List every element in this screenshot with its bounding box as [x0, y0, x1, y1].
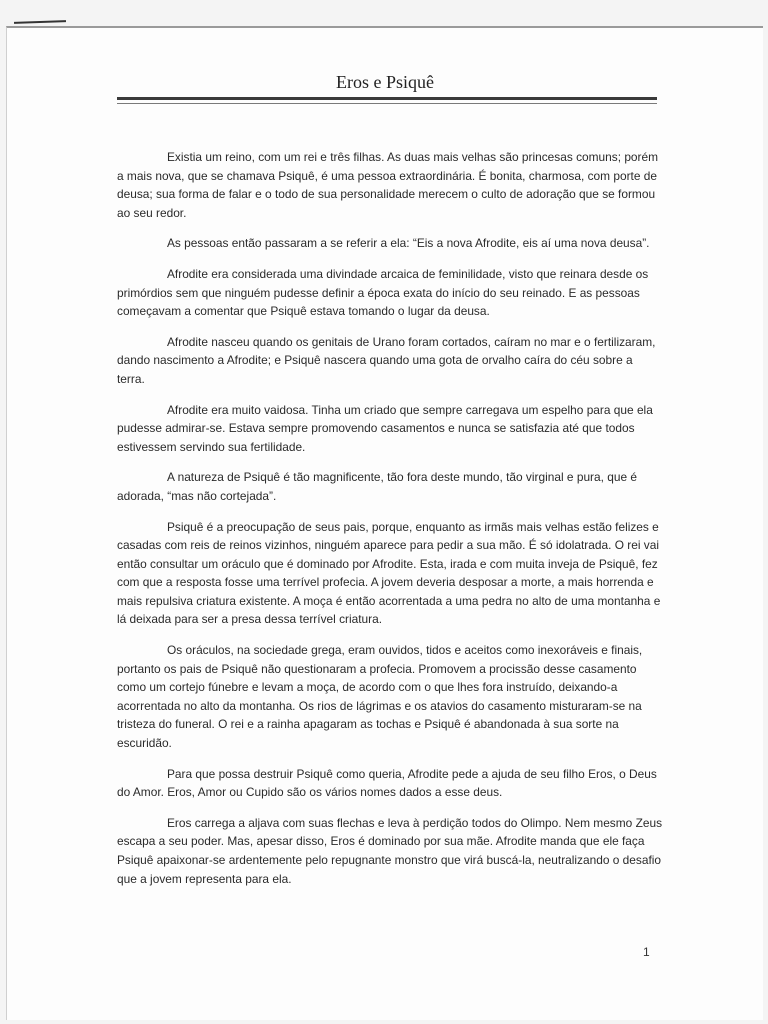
paragraph-1: Existia um reino, com um rei e três filhas. As duas mais velhas são princesas comuns; porém a mais nova, que se chamava Psiquê, é uma pessoa extraordinária. É bonita, charmosa, com porte de deusa; sua forma de falar e o todo de sua personalidade merecem o culto de adoração que se formou ao seu redor. — [117, 150, 659, 220]
paragraph-4: Afrodite nasceu quando os genitais de Urano foram cortados, caíram no mar e o fertilizaram, dando nascimento a Afrodite; e Psiquê nascera quando uma gota de orvalho caíra do céu sobre a terra. — [117, 334, 656, 386]
document-title: Eros e Psiquê — [336, 72, 434, 92]
pen-mark — [14, 20, 66, 24]
document-page — [6, 26, 763, 1020]
document-body — [117, 148, 662, 900]
paragraph-6: A natureza de Psiquê é tão magnificente, tão fora deste mundo, tão virginal e pura, que é adorada, “mas não cortejada”. — [117, 470, 637, 503]
paragraph-9: Para que possa destruir Psiquê como queria, Afrodite pede a ajuda de seu filho Eros, o Deus do Amor. Eros, Amor ou Cupido são os vários nomes dados a esse deus. — [117, 766, 657, 800]
paragraph-7: Psiquê é a preocupação de seus pais, porque, enquanto as irmãs mais velhas estão felizes e casadas com reis de reinos vizinhos, ninguém aparece para pedir a sua mão. É só idolatrada. O rei vai então consultar um oráculo que é dominado por Afrodite. Esta, irada e com muita inveja de Psiquê, fez com que a resposta fosse uma terrível profecia. A jovem deveria desposar a morte, a mais horrenda e mais repulsiva criatura existente. A moça é então acorrentada a uma pedra no alto de uma montanha e lá deixada para ser a presa dessa terrível criatura. — [117, 519, 661, 627]
page-number: 1 — [643, 945, 650, 959]
title-underline-thin — [117, 103, 657, 104]
paragraph-10: Eros carrega a aljava com suas flechas e leva à perdição todos do Olimpo. Nem mesmo Zeus escapa a seu poder. Mas, apesar disso, Eros é dominado por sua mãe. Afrodite manda que ele faça Psiquê apaixonar-se ardentemente pelo repugnante monstro que virá buscá-la, neutralizando o desafio que a jovem representa para ela. — [117, 815, 663, 886]
paragraph-3: Afrodite era considerada uma divindade arcaica de feminilidade, visto que reinara desde os primórdios sem que ninguém pudesse definir a época exata do início do seu reinado. E as pessoas começavam a comentar que Psiquê estava tomando o lugar da deusa. — [117, 266, 649, 319]
title-underline-thick — [117, 97, 657, 100]
paragraph-2: As pessoas então passaram a se referir a ela: “Eis a nova Afrodite, eis aí uma nova deusa”. — [167, 236, 650, 251]
paragraph-5: Afrodite era muito vaidosa. Tinha um criado que sempre carregava um espelho para que ela pudesse admirar-se. Estava sempre promovendo casamentos e nunca se satisfazia até que todos estivessem servindo sua fertilidade. — [117, 402, 653, 454]
paragraph-8: Os oráculos, na sociedade grega, eram ouvidos, tidos e aceitos como inexoráveis e finais, portanto os pais de Psiquê não questionaram a profecia. Promovem a procissão desse casamento como um cortejo fúnebre e levam a moça, de acordo com o que lhes fora instruído, deixando-a acorrentada no alto da montanha. Os rios de lágrimas e os atavios do casamento misturaram-se na tristeza do funeral. O rei e a rainha apagaram as tochas e Psiquê é abandonada à sua sorte na escuridão. — [117, 643, 643, 751]
